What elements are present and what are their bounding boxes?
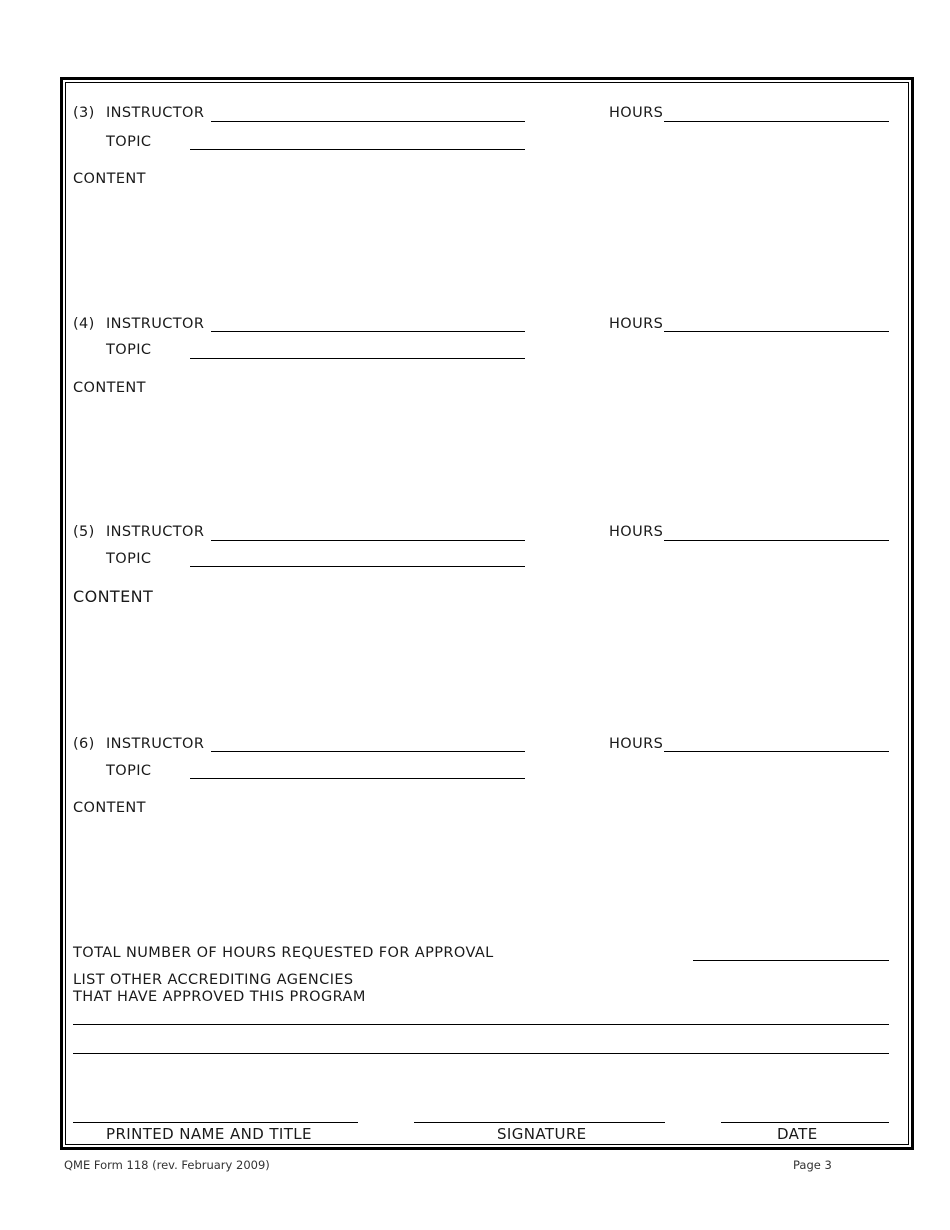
section-number: (4) bbox=[73, 316, 95, 332]
section-number: (6) bbox=[73, 736, 95, 752]
instructor-label: INSTRUCTOR bbox=[106, 316, 205, 332]
signature-label: SIGNATURE bbox=[497, 1125, 587, 1143]
hours-label: HOURS bbox=[609, 524, 664, 540]
topic-field[interactable] bbox=[190, 149, 525, 150]
date-label: DATE bbox=[777, 1125, 818, 1143]
page-number: Page 3 bbox=[793, 1158, 832, 1172]
topic-field[interactable] bbox=[190, 566, 525, 567]
agencies-field-line-2[interactable] bbox=[73, 1053, 889, 1054]
content-area[interactable] bbox=[73, 400, 888, 510]
topic-label: TOPIC bbox=[106, 134, 152, 150]
agencies-label-line1: LIST OTHER ACCREDITING AGENCIES bbox=[73, 972, 354, 988]
section-number: (3) bbox=[73, 105, 95, 121]
content-label: CONTENT bbox=[73, 587, 154, 606]
hours-field[interactable] bbox=[664, 751, 889, 752]
content-label: CONTENT bbox=[73, 380, 146, 396]
content-label: CONTENT bbox=[73, 171, 146, 187]
hours-label: HOURS bbox=[609, 736, 664, 752]
topic-field[interactable] bbox=[190, 358, 525, 359]
section-number: (5) bbox=[73, 524, 95, 540]
topic-label: TOPIC bbox=[106, 551, 152, 567]
instructor-field[interactable] bbox=[211, 540, 525, 541]
topic-field[interactable] bbox=[190, 778, 525, 779]
agencies-field-line-1[interactable] bbox=[73, 1024, 889, 1025]
topic-label: TOPIC bbox=[106, 763, 152, 779]
agencies-label-line2: THAT HAVE APPROVED THIS PROGRAM bbox=[73, 989, 366, 1005]
instructor-label: INSTRUCTOR bbox=[106, 524, 205, 540]
instructor-label: INSTRUCTOR bbox=[106, 736, 205, 752]
instructor-field[interactable] bbox=[211, 751, 525, 752]
hours-field[interactable] bbox=[664, 540, 889, 541]
total-hours-label: TOTAL NUMBER OF HOURS REQUESTED FOR APPROVAL bbox=[73, 945, 494, 961]
instructor-field[interactable] bbox=[211, 121, 525, 122]
printed-name-label: PRINTED NAME AND TITLE bbox=[106, 1125, 312, 1143]
signature-field[interactable] bbox=[414, 1122, 665, 1123]
hours-field[interactable] bbox=[664, 121, 889, 122]
total-hours-field[interactable] bbox=[693, 960, 889, 961]
form-id: QME Form 118 (rev. February 2009) bbox=[64, 1158, 270, 1172]
content-label: CONTENT bbox=[73, 800, 146, 816]
date-field[interactable] bbox=[721, 1122, 889, 1123]
instructor-label: INSTRUCTOR bbox=[106, 105, 205, 121]
content-area[interactable] bbox=[73, 820, 888, 930]
printed-name-field[interactable] bbox=[73, 1122, 358, 1123]
hours-label: HOURS bbox=[609, 316, 664, 332]
hours-label: HOURS bbox=[609, 105, 664, 121]
content-area[interactable] bbox=[73, 610, 888, 720]
topic-label: TOPIC bbox=[106, 342, 152, 358]
hours-field[interactable] bbox=[664, 331, 889, 332]
instructor-field[interactable] bbox=[211, 331, 525, 332]
content-area[interactable] bbox=[73, 192, 888, 302]
